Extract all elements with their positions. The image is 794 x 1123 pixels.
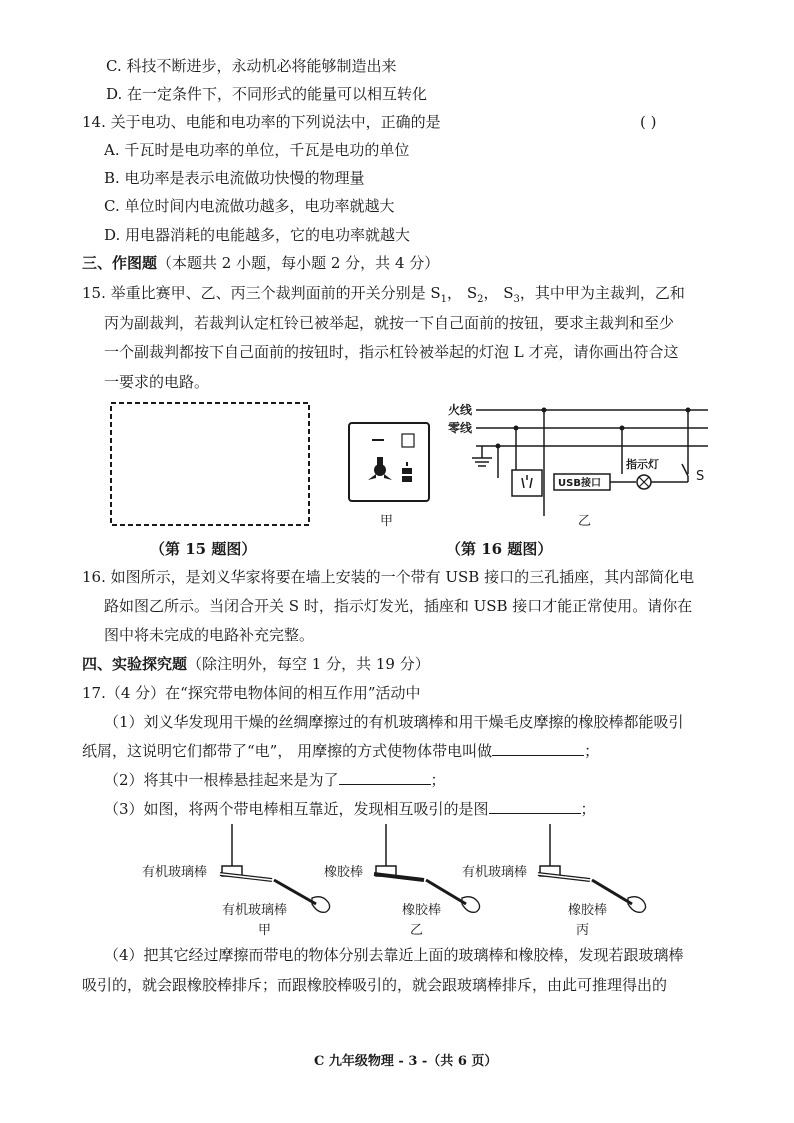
- fig17-jia-label: 甲: [258, 923, 272, 938]
- section4-note: （除注明外，每空 1 分，共 19 分）: [187, 655, 430, 673]
- q15-line2: 丙为副裁判，若裁判认定杠铃已被举起，就按一下自己面前的按钮，要求主裁判和至少: [104, 314, 675, 332]
- held-rod-icon: [426, 880, 466, 904]
- fig17-yi-top: 橡胶棒: [324, 865, 364, 880]
- fig16-label-jia: 甲: [380, 514, 394, 529]
- fig16-socket-panel: [346, 420, 432, 504]
- fig17-bing-label: 丙: [576, 923, 590, 938]
- q14-option-c: C. 单位时间内电流做功越多，电功率就越大: [104, 197, 395, 215]
- q17-part2-end: ；: [430, 771, 446, 789]
- q14-stem: 14. 关于电功、电能和电功率的下列说法中，正确的是: [82, 113, 441, 131]
- switch-square-icon: [402, 434, 414, 447]
- q14-answer-paren: ( ): [640, 113, 657, 131]
- q15-text-b: ， S: [447, 284, 478, 302]
- q13-option-d: D. 在一定条件下，不同形式的能量可以相互转化: [106, 85, 428, 103]
- q17-part1-line2: [82, 741, 599, 761]
- q17-part2-text: （2）将其中一根棒悬挂起来是为了: [104, 771, 339, 789]
- section3-note: （本题共 2 小题，每小题 2 分，共 4 分）: [157, 254, 440, 272]
- fig17-bing-top: 有机玻璃棒: [462, 865, 528, 880]
- usb-label: USB接口: [558, 478, 601, 489]
- fig16-circuit: [440, 398, 716, 524]
- q17-part3-end: ；: [580, 800, 596, 818]
- page-footer: C 九年级物理 - 3 -（共 6 页）: [314, 1054, 498, 1069]
- q15-line4: 一要求的电路。: [104, 373, 210, 391]
- q17-part1-answer-blank[interactable]: [492, 741, 584, 756]
- q17-part1-end: ；: [584, 742, 600, 760]
- fig17-rods: [140, 822, 670, 940]
- zero-line-label: 零线: [448, 421, 473, 435]
- q14-option-b: B. 电功率是表示电流做功快慢的物理量: [104, 169, 365, 187]
- fig15-caption: （第 15 题图）: [150, 540, 257, 558]
- switch-icon: [682, 464, 688, 476]
- section3-heading: [82, 253, 439, 273]
- q17-part3-answer-blank[interactable]: [489, 799, 581, 814]
- q16-line1: 16. 如图所示，是刘义华家将要在墙上安装的一个带有 USB 接口的三孔插座，其内部简化电: [82, 568, 695, 586]
- hanging-rod-icon: [374, 874, 424, 880]
- q17-part2-answer-blank[interactable]: [339, 770, 431, 785]
- fig17-yi-label: 乙: [410, 923, 424, 938]
- q17-part4-line2: 吸引的，就会跟橡胶棒排斥；而跟橡胶棒吸引的，就会跟玻璃棒排斥，由此可推理得出的: [82, 976, 668, 994]
- fig16-caption: （第 16 题图）: [446, 540, 553, 558]
- fig16-label-yi: 乙: [578, 514, 592, 529]
- section4-title: 四、实验探究题: [82, 655, 188, 673]
- fig17-setup-bing: [462, 824, 646, 938]
- q16-line2: 路如图乙所示。当闭合开关 S 时，指示灯发光，插座和 USB 接口才能正常使用。请你在: [104, 597, 693, 615]
- q14-option-a: A. 千瓦时是电功率的单位，千瓦是电功的单位: [104, 141, 410, 159]
- fire-line-label: 火线: [448, 403, 473, 417]
- q17-stem: 17.（4 分）在“探究带电物体间的相互作用”活动中: [82, 684, 421, 702]
- fig17-setup-yi: [324, 824, 480, 938]
- q17-part1-line1: （1）刘义华发现用干燥的丝绸摩擦过的有机玻璃棒和用干燥毛皮摩擦的橡胶棒都能吸引: [104, 713, 684, 731]
- q14-option-d: D. 用电器消耗的电能越多，它的电功率就越大: [104, 226, 411, 244]
- q17-part2: [104, 770, 446, 790]
- q16-line3: 图中将未完成的电路补充完整。: [104, 626, 315, 644]
- section3-title: 三、作图题: [82, 254, 158, 272]
- fig17-yi-bottom: 橡胶棒: [402, 903, 442, 918]
- usb-port-icon: [402, 468, 412, 474]
- switch-label: S: [696, 469, 705, 484]
- held-rod-icon: [274, 880, 316, 904]
- fig15-drawing-box: [108, 400, 312, 528]
- q17-part4-line1: （4）把其它经过摩擦而带电的物体分别去靠近上面的玻璃棒和橡胶棒，发现若跟玻璃棒: [104, 946, 684, 964]
- socket-symbol-icon: [512, 470, 542, 496]
- q17-part3: [104, 799, 596, 819]
- q15-sub-1: 1: [440, 294, 448, 305]
- indicator-label: 指示灯: [626, 458, 659, 471]
- q15-line3: 一个副裁判都按下自己面前的按钮时，指示杠铃被举起的灯泡 L 才亮，请你画出符合这: [104, 343, 679, 361]
- fig17-setup-jia: [142, 824, 330, 938]
- fig17-jia-top: 有机玻璃棒: [142, 865, 208, 880]
- q15-text-c: ， S: [483, 284, 514, 302]
- held-rod-icon: [592, 880, 632, 904]
- q15-text-a: 15. 举重比赛甲、乙、丙三个裁判面前的开关分别是 S: [82, 284, 441, 302]
- q15-sub-3: 3: [513, 294, 520, 305]
- q17-part1-text: 纸屑，这说明它们都带了“电”， 用摩擦的方式使物体带电叫做: [82, 742, 493, 760]
- q17-part3-text: （3）如图，将两个带电棒相互靠近，发现相互吸引的是图: [104, 800, 489, 818]
- fig17-jia-bottom: 有机玻璃棒: [222, 903, 288, 918]
- fig17-bing-bottom: 橡胶棒: [568, 903, 608, 918]
- q15-sub-2: 2: [477, 294, 484, 305]
- q13-option-c: C. 科技不断进步，永动机必将能够制造出来: [106, 57, 397, 75]
- q15-text-d: ，其中甲为主裁判，乙和: [519, 284, 685, 302]
- q15-line1: [82, 283, 685, 310]
- section4-heading: [82, 654, 430, 674]
